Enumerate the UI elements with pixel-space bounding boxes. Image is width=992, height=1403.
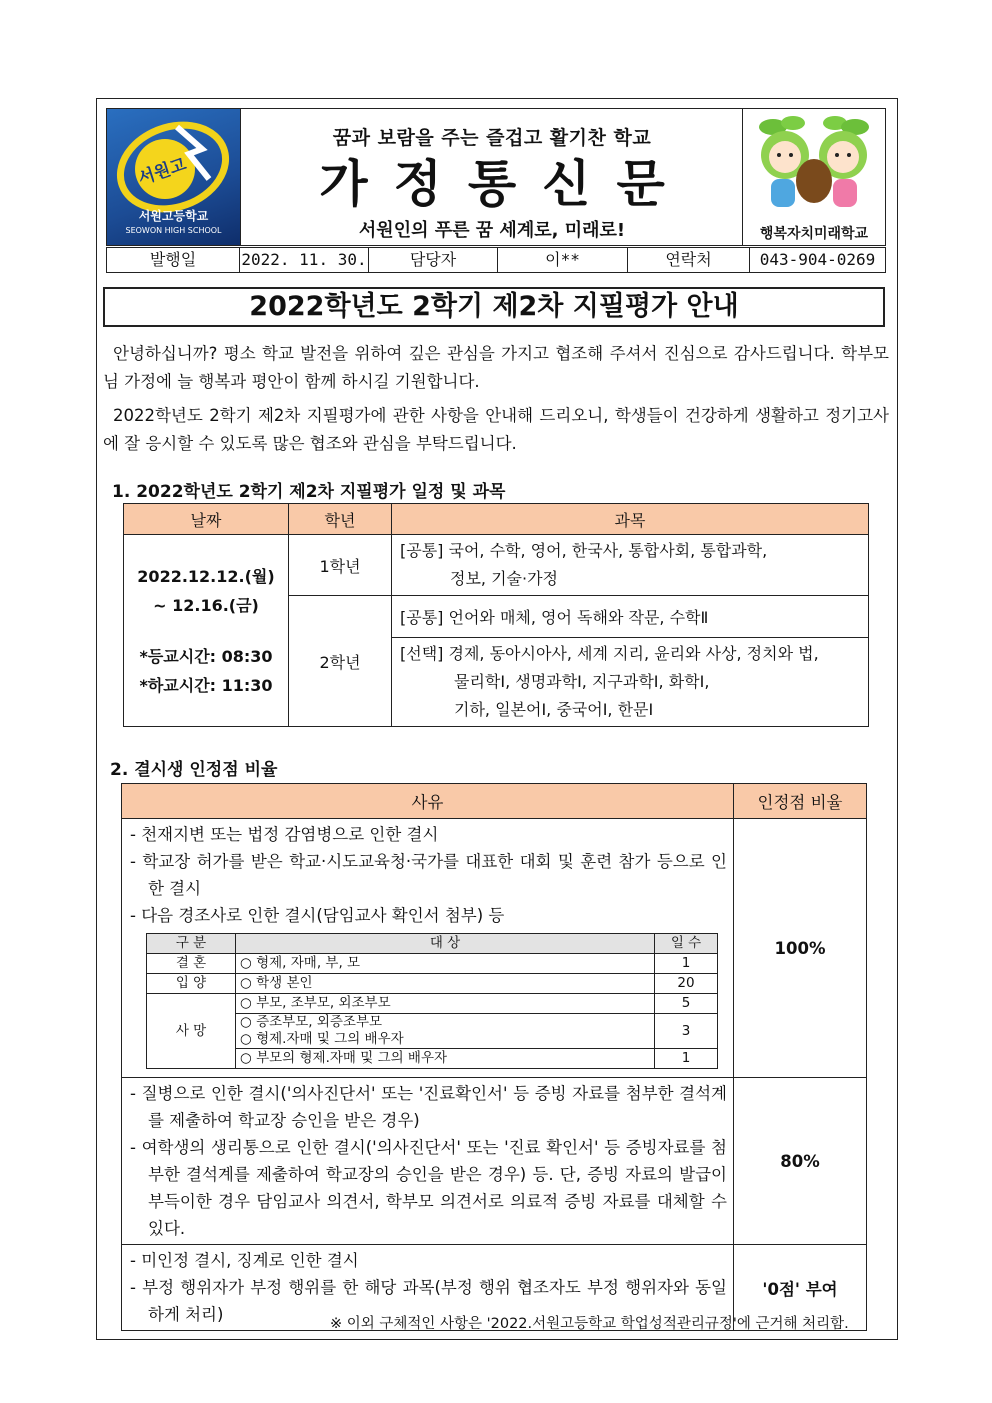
reason-disaster: - 천재지변 또는 법정 감염병으로 인한 결시 <box>130 825 439 844</box>
grade-1-tag: [공통] <box>400 541 444 560</box>
type-wedding: 결 혼 <box>147 954 236 974</box>
header-center <box>241 109 743 245</box>
grade-2-cell: 2학년 <box>289 596 392 727</box>
col-date: 날짜 <box>124 504 289 535</box>
issued-label: 발행일 <box>107 248 240 272</box>
section-2-heading: 2. 결시생 인정점 비율 <box>110 760 278 780</box>
days-death-3: 1 <box>655 1049 718 1069</box>
col-rate: 인정점 비율 <box>734 784 867 819</box>
mascot-caption: 행복자치미래학교 <box>759 226 869 242</box>
col-grade: 학년 <box>289 504 392 535</box>
grade-2-elective-line3: 기하, 일본어Ⅰ, 중국어Ⅰ, 한문Ⅰ <box>454 700 654 719</box>
days-wedding: 1 <box>655 954 718 974</box>
target-death-2a: ○ 증조부모, 외증조부모 <box>240 1014 383 1030</box>
family-event-table <box>146 933 718 1069</box>
mascot-logo <box>742 109 885 245</box>
manager-label: 담당자 <box>369 248 498 272</box>
grade-1-subjects <box>392 535 869 596</box>
type-adoption: 입 양 <box>147 974 236 994</box>
sub-col-target: 대 상 <box>236 934 655 954</box>
reason-group-1 <box>122 819 734 1078</box>
target-death-1: ○ 부모, 조부모, 외조부모 <box>236 994 655 1014</box>
grade-2-common <box>392 596 869 638</box>
reason-group-2 <box>122 1078 734 1245</box>
grade-2-elective <box>392 638 869 727</box>
target-wedding: ○ 형제, 자매, 부, 모 <box>236 954 655 974</box>
grade-1-subjects-line1: 국어, 수학, 영어, 한국사, 통합사회, 통합과학, <box>448 541 768 560</box>
newsletter-title: 가정통신문 <box>319 155 691 213</box>
contact-phone: 043-904-0269 <box>759 250 876 269</box>
contact-label: 연락처 <box>628 248 750 272</box>
rate-zero: '0점' 부여 <box>734 1245 867 1331</box>
grade-2-common-subjects: 언어와 매체, 영어 독해와 작문, 수학Ⅱ <box>448 608 709 627</box>
manager-name: 이** <box>498 248 628 272</box>
reason-unexcused: - 미인정 결시, 징계로 인한 결시 <box>130 1251 359 1270</box>
grade-2-elective-line1: 경제, 동아시아사, 세계 지리, 윤리와 사상, 정치와 법, <box>448 644 819 663</box>
intro-paragraph-2: 2022학년도 2학기 제2차 지필평가에 관한 사항을 안내해 드리오니, 학생들이 건강하게 생활하고 정기고사에 잘 응시할 수 있도록 많은 협조와 관심을 부탁드립니다. <box>103 406 889 453</box>
grade-2-elective-line2: 물리학Ⅰ, 생명과학Ⅰ, 지구과학Ⅰ, 화학Ⅰ, <box>454 672 710 691</box>
exam-period-cell <box>124 535 289 727</box>
arrival-time: *등교시간: 08:30 <box>139 646 273 666</box>
logo-school-eng: SEOWON HIGH SCHOOL <box>125 226 222 235</box>
days-death-1: 5 <box>655 994 718 1014</box>
logo-school-mark: 서원고 <box>135 154 189 190</box>
rate-80: 80% <box>734 1078 867 1245</box>
school-motto: 꿈과 보람을 주는 즐겁고 활기찬 학교 <box>332 127 652 149</box>
sub-col-days: 일 수 <box>655 934 718 954</box>
logo-school-name: 서원고등학교 <box>138 209 209 223</box>
reason-family-event: - 다음 경조사로 인한 결시(담임교사 확인서 첨부) 등 <box>130 906 505 925</box>
target-death-2b: ○ 형제.자매 및 그의 배우자 <box>240 1031 404 1047</box>
reason-cheating: - 부정 행위자가 부정 행위를 한 해당 과목(부정 행위 협조자도 부정 행위자와 동일하게 처리) <box>130 1278 727 1324</box>
days-adoption: 20 <box>655 974 718 994</box>
date-end: ~ 12.16.(금) <box>153 595 259 615</box>
letter-header <box>106 108 886 246</box>
date-start: 2022.12.12.(월) <box>137 566 275 586</box>
notice-title: 2022학년도 2학기 제2차 지필평가 안내 <box>103 287 885 327</box>
school-slogan: 서원인의 푸른 꿈 세계로, 미래로! <box>358 220 626 241</box>
grade-1-subjects-line2: 정보, 기술·가정 <box>450 569 558 588</box>
target-death-2 <box>236 1014 655 1049</box>
grade-1-cell: 1학년 <box>289 535 392 596</box>
days-death-2: 3 <box>655 1014 718 1049</box>
departure-time: *하교시간: 11:30 <box>139 675 273 695</box>
type-death: 사 망 <box>147 994 236 1069</box>
exam-schedule-table <box>123 503 869 727</box>
col-subject: 과목 <box>392 504 869 535</box>
issued-date: 2022. 11. 30. <box>240 248 369 272</box>
school-logo <box>107 109 241 245</box>
absence-rate-table <box>121 783 867 1331</box>
mascot-illustration <box>743 109 885 221</box>
footnote: ※ 이외 구체적인 사항은 '2022.서원고등학교 학업성적관리규정'에 근거해 처리함. <box>330 1316 849 1332</box>
section-1-heading: 1. 2022학년도 2학기 제2차 지필평가 일정 및 과목 <box>112 482 506 502</box>
reason-competition: - 학교장 허가를 받은 학교·시도교육청·국가를 대표한 대회 및 훈련 참가 등으로 인한 결시 <box>130 852 727 898</box>
grade-2-common-tag: [공통] <box>400 608 444 627</box>
rate-100: 100% <box>734 819 867 1078</box>
grade-2-elective-tag: [선택] <box>400 644 444 663</box>
target-adoption: ○ 학생 본인 <box>236 974 655 994</box>
target-death-3: ○ 부모의 형제.자매 및 그의 배우자 <box>236 1049 655 1069</box>
col-reason: 사유 <box>122 784 734 819</box>
sub-col-type: 구 분 <box>147 934 236 954</box>
reason-illness: - 질병으로 인한 결시('의사진단서' 또는 '진료확인서' 등 증빙 자료를 첨부한 결석계를 제출하여 학교장 승인을 받은 경우) <box>130 1084 728 1130</box>
intro-paragraph-1: 안녕하십니까? 평소 학교 발전을 위하여 깊은 관심을 가지고 협조해 주셔서 진심으로 감사드립니다. 학부모님 가정에 늘 행복과 평안이 함께 하시길 기원합니다. <box>103 344 889 391</box>
info-bar <box>106 247 886 273</box>
reason-menstrual: - 여학생의 생리통으로 인한 결시('의사진단서' 또는 '진료 확인서' 등 증빙자료를 첨부한 결석계를 제출하여 학교장의 승인을 받은 경우) 등. 단, 증빙 자료의 발급이 부득이한 경우 담임교사 의견서, 학부모 의견서로 의료적 증빙 자료를 대체할 수 있다. <box>130 1138 727 1238</box>
